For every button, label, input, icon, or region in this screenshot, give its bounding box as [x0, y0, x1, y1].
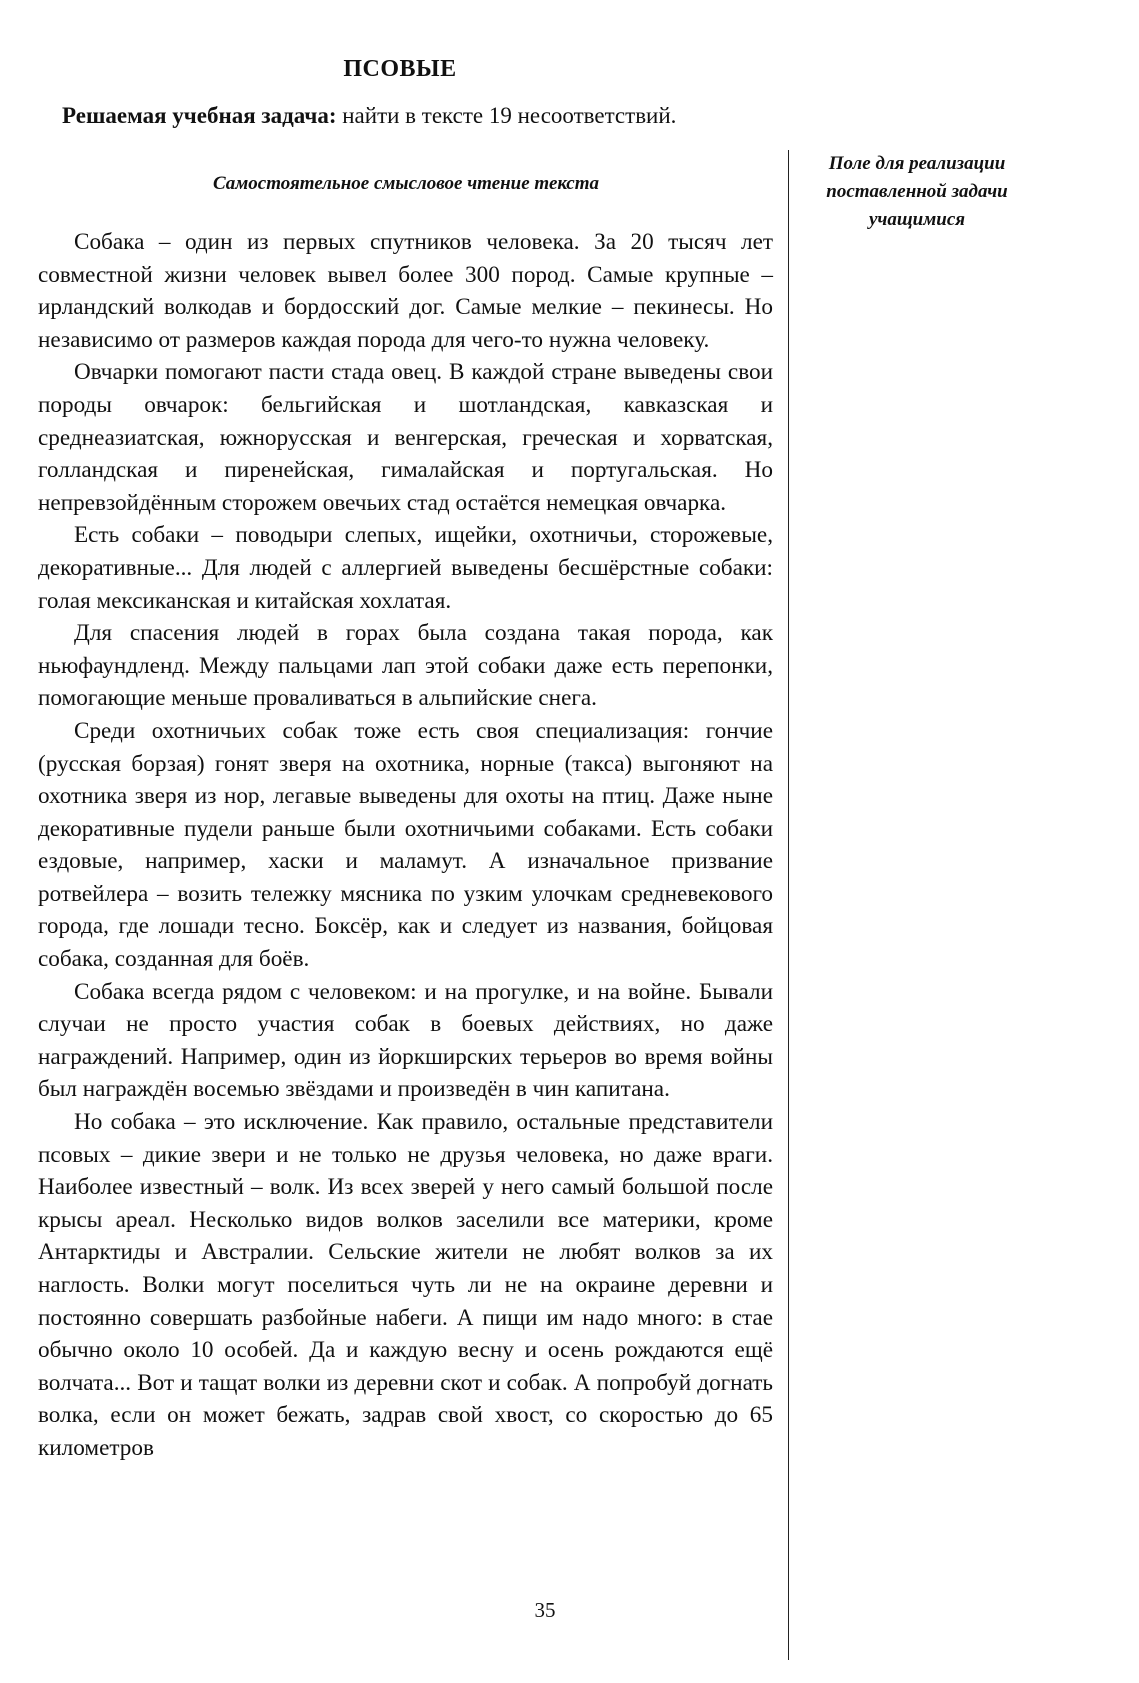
paragraph: Собака – один из первых спутников человека. За 20 тысяч лет совместной жизни человек вывел более 300 пород. Самые крупные – ирландский волкодав и бордосский дог. Самые мелкие – пекинесы. Но независимо от размеров каждая порода для чего-то нужна человеку.: [38, 229, 773, 353]
paragraph: Среди охотничьих собак тоже есть своя специализация: гончие (русская борзая) гонят зверя на охотника, норные (такса) выгоняют на охотника зверя из нор, легавые выведены для охоты на птиц. Даже ныне декоративные пудели раньше были охотничьими собаками. Есть собаки ездовые, например, хаски и маламут. А изначальное призвание ротвейлера – возить тележку мясника по узким улочкам средневекового города, где лошади тесно. Боксёр, как и следует из названия, бойцовая собака, созданная для боёв.: [38, 717, 773, 973]
section-subheading: Самостоятельное смысловое чтение текста: [212, 173, 600, 194]
paragraph: Овчарки помогают пасти стада овец. В каждой стране выведены свои породы овчарок: бельгийская и шотландская, кавказская и среднеазиатская, южнорусская и венгерская, греческая и хорватская, голландская и пиренейская, гималайская и португальская. Но непревзойдённым сторожем овечьих стад остаётся немецкая овчарка.: [38, 359, 773, 516]
margin-divider: [788, 150, 789, 1660]
task-statement: [62, 103, 782, 129]
task-text: найти в тексте 19 несоответствий.: [342, 103, 677, 128]
side-caption-line: учащимися: [868, 209, 966, 230]
page-title: ПСОВЫЕ: [343, 56, 457, 82]
paragraph: Собака всегда рядом с человеком: и на прогулке, и на войне. Бывали случаи не просто участия собак в боевых действиях, но даже награждений. Например, один из йоркширских терьеров во время войны был награждён восемью звёздами и произведён в чин капитана.: [38, 978, 773, 1103]
side-field-caption: [812, 150, 1022, 234]
paragraph: Есть собаки – поводыри слепых, ищейки, охотничьи, сторожевые, декоративные... Для людей с аллергией выведены бесшёрстные собаки: голая мексиканская и китайская хохлатая.: [38, 522, 773, 614]
main-text: [38, 226, 773, 1465]
page-number: 35: [534, 1598, 556, 1622]
task-label: Решаемая учебная задача:: [62, 103, 337, 128]
paragraph: Но собака – это исключение. Как правило, остальные представители псовых – дикие звери и не только не друзья человека, но даже враги. Наиболее известный – волк. Из всех зверей у него самый большой после крысы ареал. Несколько видов волков заселили все материки, кроме Антарктиды и Австралии. Сельские жители не любят волков за их наглость. Волки могут поселиться чуть ли не на окраине деревни и постоянно совершать разбойные набеги. А пищи им надо много: в стае обычно около 10 особей. Да и каждую весну и осень рождаются ещё волчата... Вот и тащат волки из деревни скот и собак. А попробуй догнать волка, если он может бежать, задрав свой хвост, со скоростью до 65 километров: [38, 1109, 773, 1461]
paragraph: Для спасения людей в горах была создана такая порода, как ньюфаундленд. Между пальцами лап этой собаки даже есть перепонки, помогающие меньше проваливаться в альпийские снега.: [38, 620, 773, 712]
side-caption-line: поставленной задачи: [826, 181, 1008, 202]
side-caption-line: Поле для реализации: [828, 153, 1006, 174]
